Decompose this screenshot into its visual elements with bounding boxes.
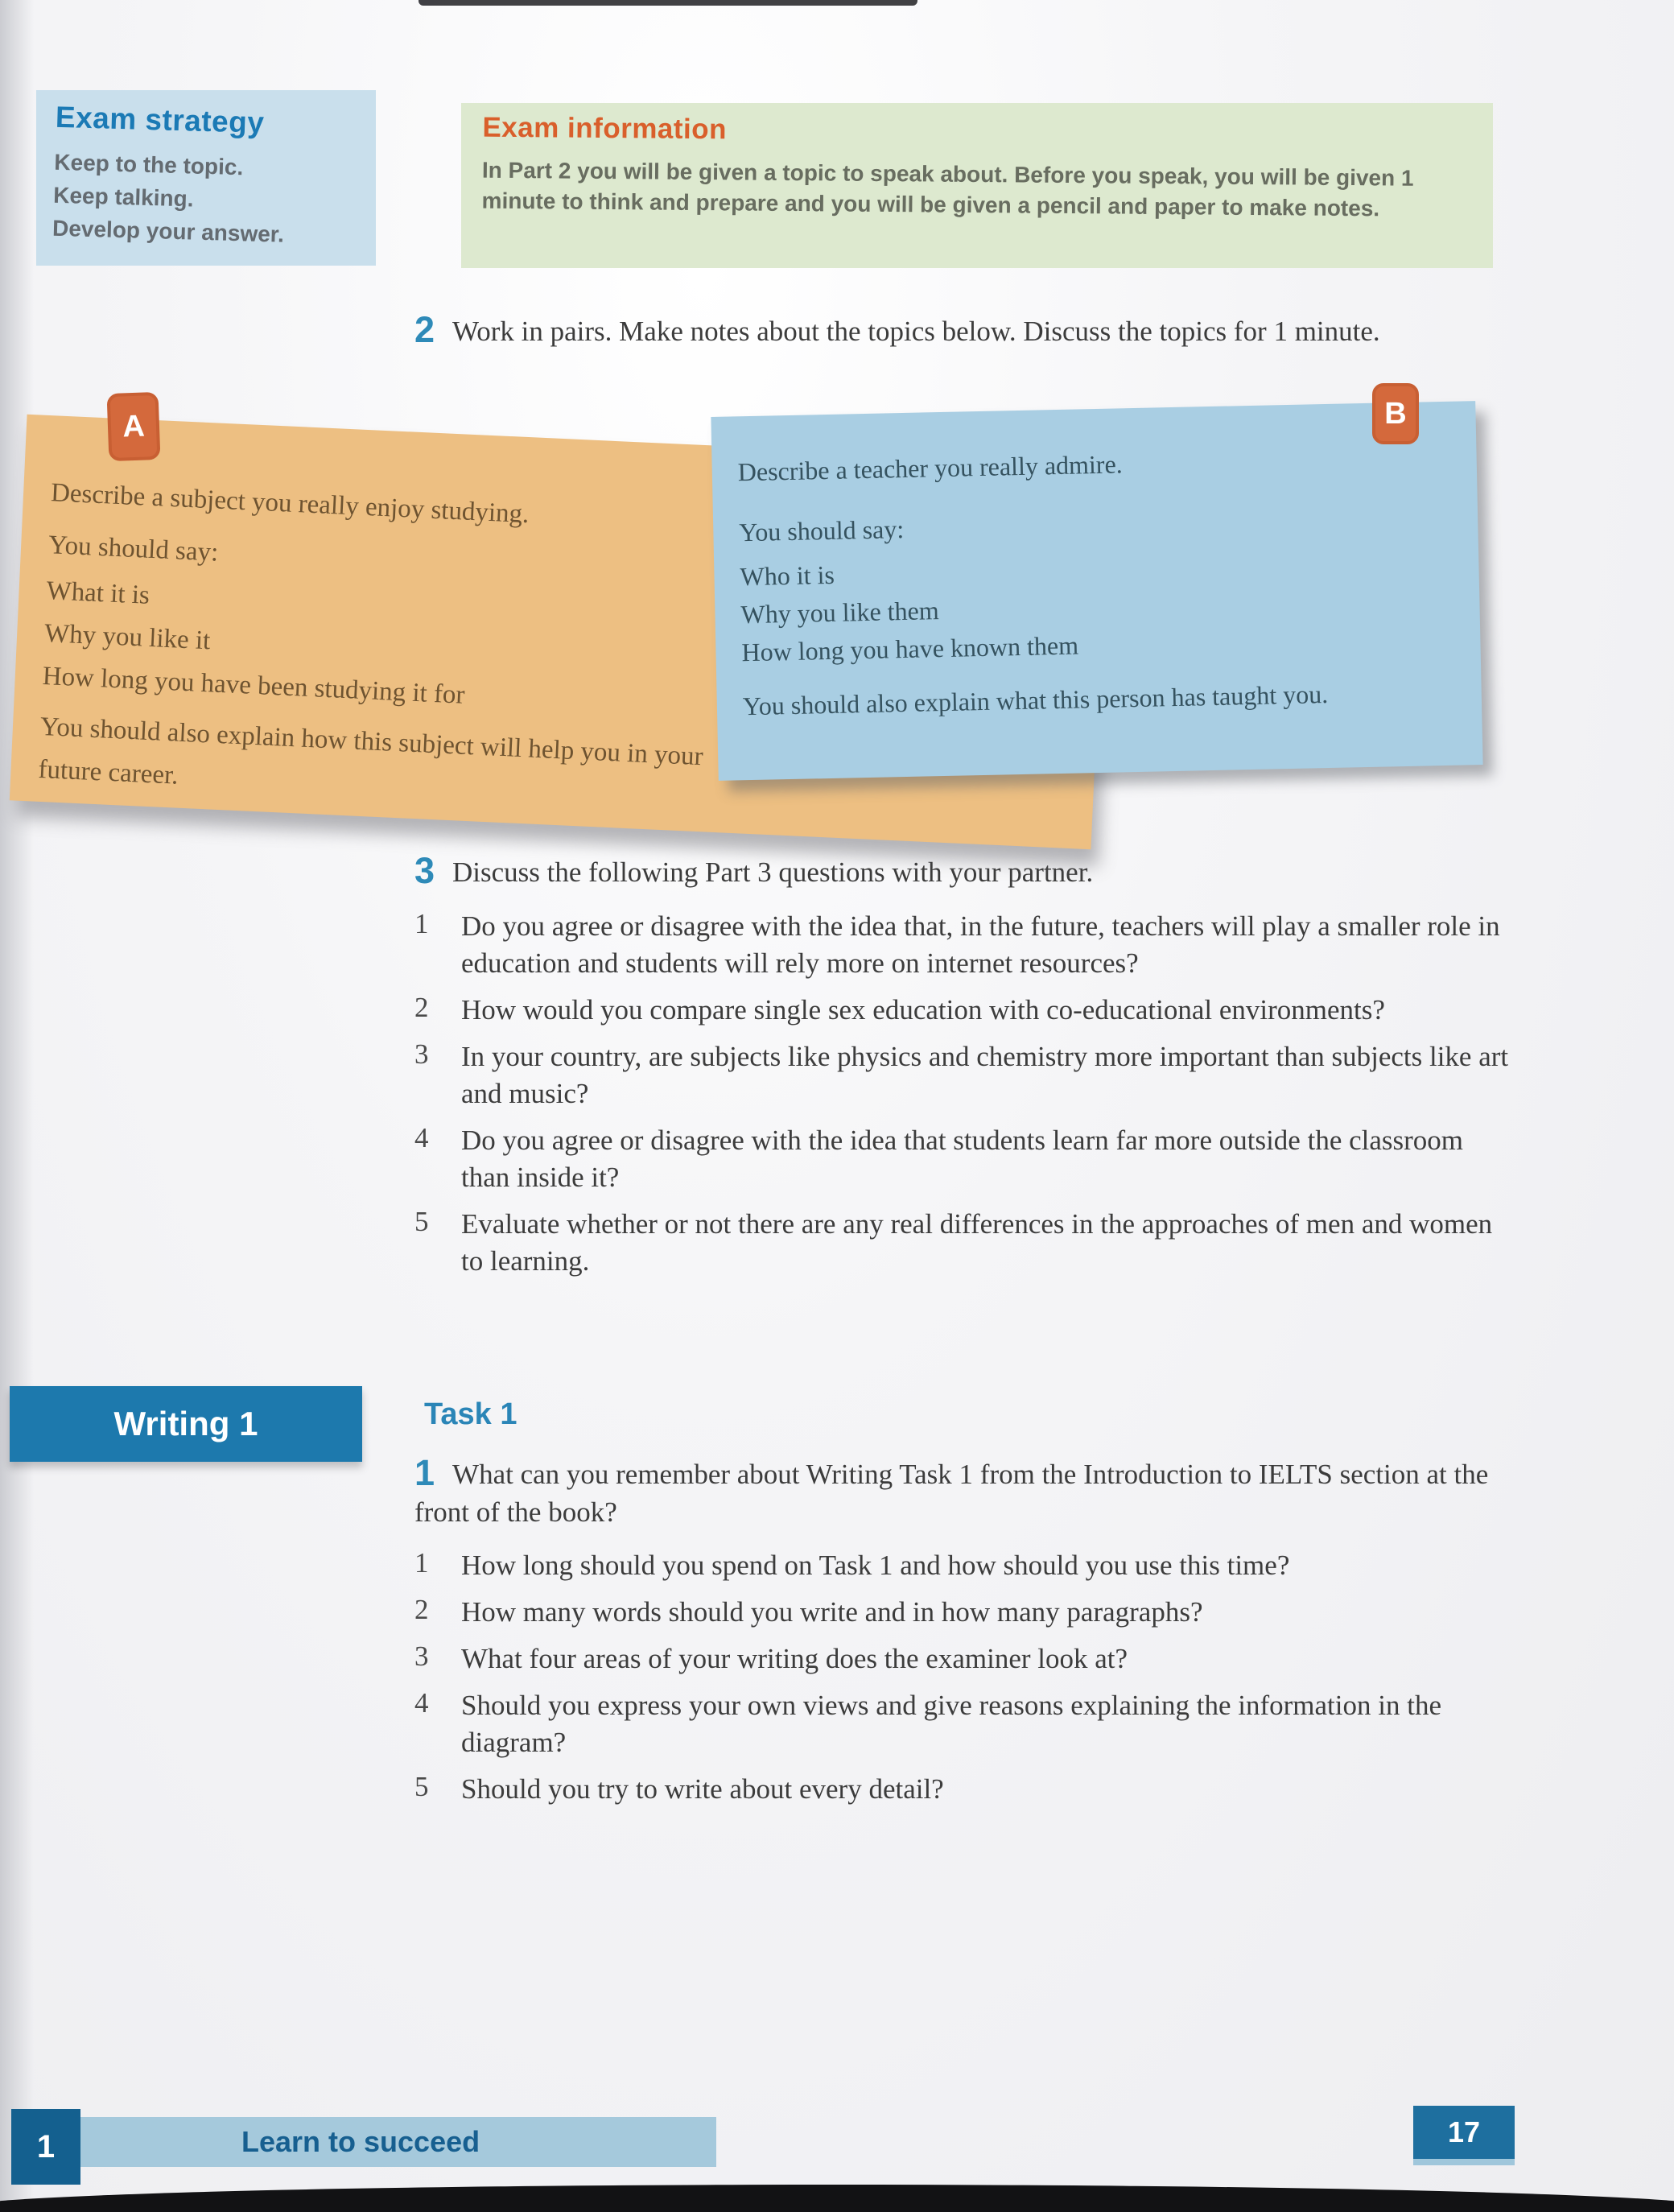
card-a-should-say: You should say: bbox=[47, 530, 220, 567]
photo-edge-bottom bbox=[0, 2185, 1674, 2212]
question-number: 1 bbox=[414, 1547, 429, 1579]
question-text: Should you try to write about every detail? bbox=[461, 1773, 944, 1805]
task-1-heading: Task 1 bbox=[424, 1397, 517, 1431]
question-row bbox=[414, 1122, 1517, 1196]
speaking-exercise-2 bbox=[414, 311, 1509, 350]
card-a-badge: A bbox=[107, 392, 161, 461]
unit-title: Learn to succeed bbox=[241, 2125, 480, 2158]
exam-information-box bbox=[461, 103, 1493, 268]
question-number: 1 bbox=[414, 908, 429, 939]
unit-number-box: 1 bbox=[11, 2109, 80, 2185]
question-row bbox=[414, 1771, 1517, 1808]
question-row bbox=[414, 1547, 1517, 1584]
question-text: Do you agree or disagree with the idea that students learn far more outside the classroom than inside it? bbox=[461, 1125, 1464, 1193]
question-number: 3 bbox=[414, 1640, 429, 1672]
strategy-line: Develop your answer. bbox=[52, 215, 285, 247]
question-text: How long should you spend on Task 1 and how should you use this time? bbox=[461, 1550, 1290, 1581]
exercise-number: 1 bbox=[414, 1452, 435, 1493]
question-text: How would you compare single sex education with co-educational environments? bbox=[461, 994, 1385, 1026]
card-b-title: Describe a teacher you really admire. bbox=[737, 449, 1124, 487]
exam-information-title: Exam information bbox=[482, 111, 728, 146]
question-number: 5 bbox=[414, 1771, 429, 1802]
card-a-point: How long you have been studying it for bbox=[42, 661, 466, 710]
card-a-point: Why you like it bbox=[43, 619, 212, 656]
exam-strategy-title: Exam strategy bbox=[55, 100, 265, 139]
card-a-point: What it is bbox=[45, 576, 150, 610]
book-spine-shadow bbox=[0, 0, 34, 2212]
question-row bbox=[414, 992, 1517, 1029]
question-row bbox=[414, 1640, 1517, 1678]
topic-card-b bbox=[711, 401, 1482, 781]
exercise-text: Discuss the following Part 3 questions with your partner. bbox=[452, 856, 1094, 888]
exercise-text: What can you remember about Writing Task 1 from the Introduction to IELTS section at the front of the book? bbox=[414, 1459, 1489, 1528]
page-number-badge: 17 bbox=[1413, 2106, 1515, 2165]
question-number: 4 bbox=[414, 1687, 429, 1719]
exam-information-body: In Part 2 you will be given a topic to speak about. Before you speak, you will be given 1 minute to think and prepare and you will be given a pencil and paper to make notes. bbox=[481, 157, 1414, 221]
strategy-line: Keep talking. bbox=[52, 182, 194, 212]
question-text: How many words should you write and in how many paragraphs? bbox=[461, 1596, 1203, 1628]
speaking-exercise-3 bbox=[414, 852, 1509, 891]
exercise-text: Work in pairs. Make notes about the topics below. Discuss the topics for 1 minute. bbox=[452, 316, 1380, 347]
question-number: 2 bbox=[414, 992, 429, 1023]
question-text: Do you agree or disagree with the idea that, in the future, teachers will play a smaller role in education and students will rely more on internet resources? bbox=[461, 910, 1500, 979]
question-row bbox=[414, 1687, 1517, 1761]
exam-strategy-box bbox=[36, 90, 376, 266]
card-a-title: Describe a subject you really enjoy studying. bbox=[50, 478, 530, 530]
question-row bbox=[414, 908, 1517, 982]
card-b-point: Why you like them bbox=[740, 596, 940, 629]
question-number: 2 bbox=[414, 1594, 429, 1625]
writing-section-banner: Writing 1 bbox=[10, 1386, 362, 1462]
question-text: In your country, are subjects like physics and chemistry more important than subjects like art and music? bbox=[461, 1041, 1509, 1109]
question-number: 4 bbox=[414, 1122, 429, 1153]
question-text: Should you express your own views and give reasons explaining the information in the diagram? bbox=[461, 1690, 1441, 1758]
question-text: What four areas of your writing does the examiner look at? bbox=[461, 1643, 1128, 1674]
exercise-number: 3 bbox=[414, 850, 435, 891]
exercise-number: 2 bbox=[414, 309, 435, 350]
question-text: Evaluate whether or not there are any real differences in the approaches of men and women to learning. bbox=[461, 1208, 1493, 1277]
strategy-line: Keep to the topic. bbox=[54, 149, 244, 180]
question-row bbox=[414, 1038, 1517, 1112]
card-b-also: You should also explain what this person has taught you. bbox=[742, 679, 1329, 721]
card-b-should-say: You should say: bbox=[739, 514, 905, 547]
question-row bbox=[414, 1206, 1517, 1280]
card-b-point: Who it is bbox=[740, 559, 835, 592]
question-row bbox=[414, 1594, 1517, 1631]
question-number: 3 bbox=[414, 1038, 429, 1070]
card-b-point: How long you have known them bbox=[741, 630, 1079, 667]
card-a-also: You should also explain how this subject will help you in your future career. bbox=[37, 712, 704, 790]
writing-question-list bbox=[414, 1547, 1517, 1818]
card-b-badge: B bbox=[1372, 383, 1419, 444]
part3-question-list bbox=[414, 908, 1517, 1290]
photo-edge-top bbox=[418, 0, 917, 6]
question-number: 5 bbox=[414, 1206, 429, 1237]
writing-exercise-1 bbox=[414, 1454, 1509, 1531]
